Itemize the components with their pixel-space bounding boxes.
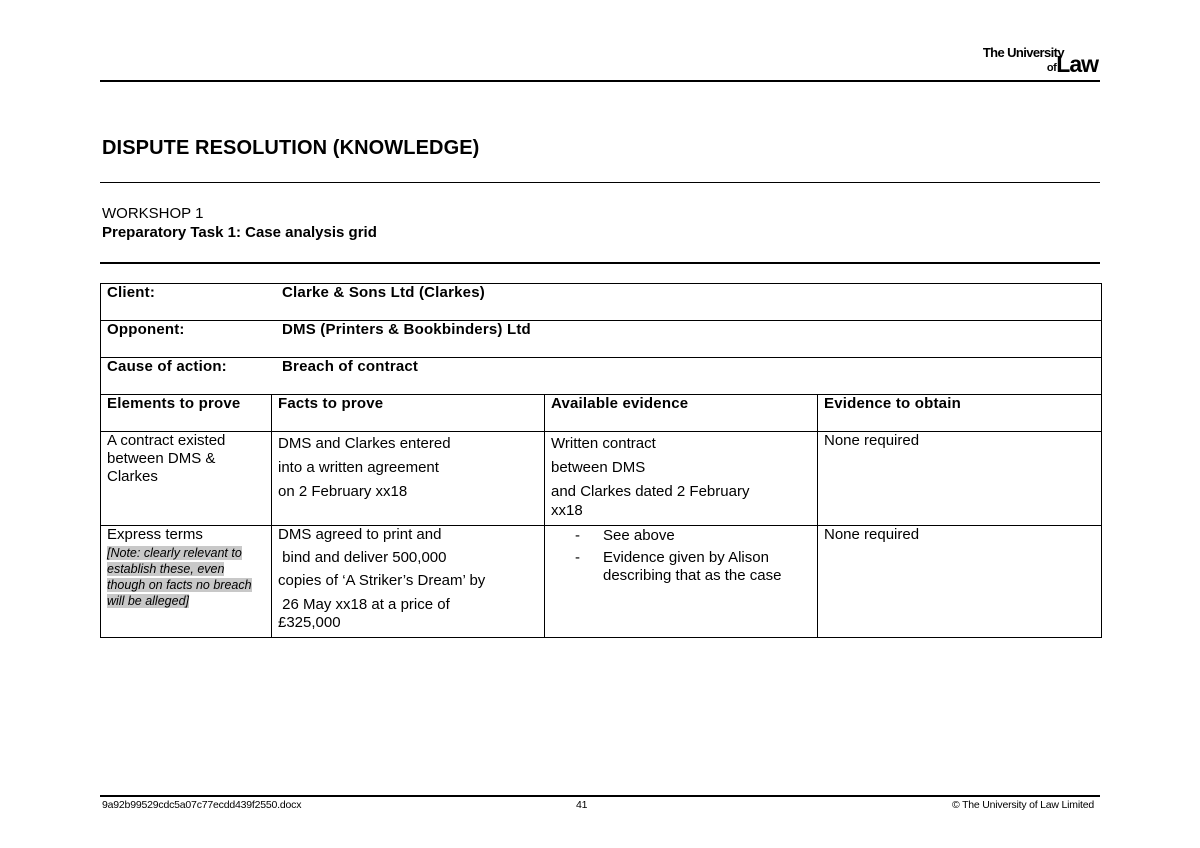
logo-of-text: of bbox=[1046, 62, 1057, 74]
cause-of-action-value: Breach of contract bbox=[282, 358, 419, 375]
page-title: DISPUTE RESOLUTION (KNOWLEDGE) bbox=[102, 137, 480, 159]
evidence-cell bbox=[545, 432, 818, 526]
facts-line: DMS agreed to print and bbox=[278, 526, 442, 543]
element-text: Express terms bbox=[107, 526, 203, 543]
title-divider bbox=[100, 182, 1100, 183]
facts-cell bbox=[272, 432, 545, 526]
task-heading: Preparatory Task 1: Case analysis grid bbox=[102, 224, 377, 241]
opponent-cell bbox=[101, 321, 1102, 358]
footer-page-number: 41 bbox=[576, 799, 588, 811]
facts-line: 26 May xx18 at a price of bbox=[278, 596, 450, 613]
evidence-list bbox=[551, 526, 811, 585]
obtain-cell: None required bbox=[818, 526, 1102, 638]
highlighted-note: [Note: clearly relevant to establish these, even though on facts no breach will be alleged] bbox=[107, 546, 252, 608]
logo-university-text: The University bbox=[982, 45, 1064, 60]
evidence-line: between DMS bbox=[551, 459, 646, 476]
client-cell bbox=[101, 284, 1102, 321]
university-of-law-logo bbox=[983, 46, 1098, 76]
list-item: - Evidence given by Alison describing that as the case bbox=[575, 549, 811, 585]
footer-copyright: © The University of Law Limited bbox=[952, 799, 1094, 811]
header-evidence-to-obtain: Evidence to obtain bbox=[818, 395, 1102, 432]
opponent-value: DMS (Printers & Bookbinders) Ltd bbox=[282, 321, 531, 338]
facts-line: into a written agreement bbox=[278, 459, 439, 476]
client-row bbox=[101, 284, 1102, 321]
facts-line: £325,000 bbox=[278, 614, 341, 631]
client-value: Clarke & Sons Ltd (Clarkes) bbox=[282, 284, 485, 301]
table-row bbox=[101, 526, 1102, 638]
workshop-heading: WORKSHOP 1 bbox=[102, 205, 204, 222]
header-divider bbox=[100, 80, 1100, 82]
facts-cell bbox=[272, 526, 545, 638]
header-available-evidence: Available evidence bbox=[545, 395, 818, 432]
note-wrapper bbox=[107, 545, 265, 609]
evidence-line: Written contract bbox=[551, 435, 656, 452]
cause-of-action-cell bbox=[101, 358, 1102, 395]
footer-document-id: 9a92b99529cdc5a07c77ecdd439f2550.docx bbox=[102, 799, 302, 811]
client-label: Client: bbox=[107, 284, 156, 301]
logo-law-text: Law bbox=[1056, 51, 1098, 77]
header-elements-to-prove: Elements to prove bbox=[101, 395, 272, 432]
cause-of-action-label: Cause of action: bbox=[107, 358, 227, 375]
opponent-label: Opponent: bbox=[107, 321, 185, 338]
facts-line: on 2 February xx18 bbox=[278, 483, 408, 500]
table-row bbox=[101, 432, 1102, 526]
evidence-line: and Clarkes dated 2 February bbox=[551, 483, 750, 500]
facts-line: DMS and Clarkes entered bbox=[278, 435, 451, 452]
evidence-line: xx18 bbox=[551, 502, 583, 519]
obtain-cell: None required bbox=[818, 432, 1102, 526]
section-divider bbox=[100, 262, 1100, 264]
case-analysis-grid bbox=[100, 283, 1102, 638]
header-facts-to-prove: Facts to prove bbox=[272, 395, 545, 432]
grid-header-row bbox=[101, 395, 1102, 432]
opponent-row bbox=[101, 321, 1102, 358]
evidence-cell bbox=[545, 526, 818, 638]
element-cell bbox=[101, 526, 272, 638]
list-item: - See above bbox=[575, 526, 811, 546]
facts-line: copies of ‘A Striker’s Dream’ by bbox=[278, 572, 486, 589]
footer-divider bbox=[100, 795, 1100, 797]
cause-of-action-row bbox=[101, 358, 1102, 395]
facts-line: bind and deliver 500,000 bbox=[278, 549, 447, 566]
element-cell: A contract existed between DMS & Clarkes bbox=[101, 432, 272, 526]
